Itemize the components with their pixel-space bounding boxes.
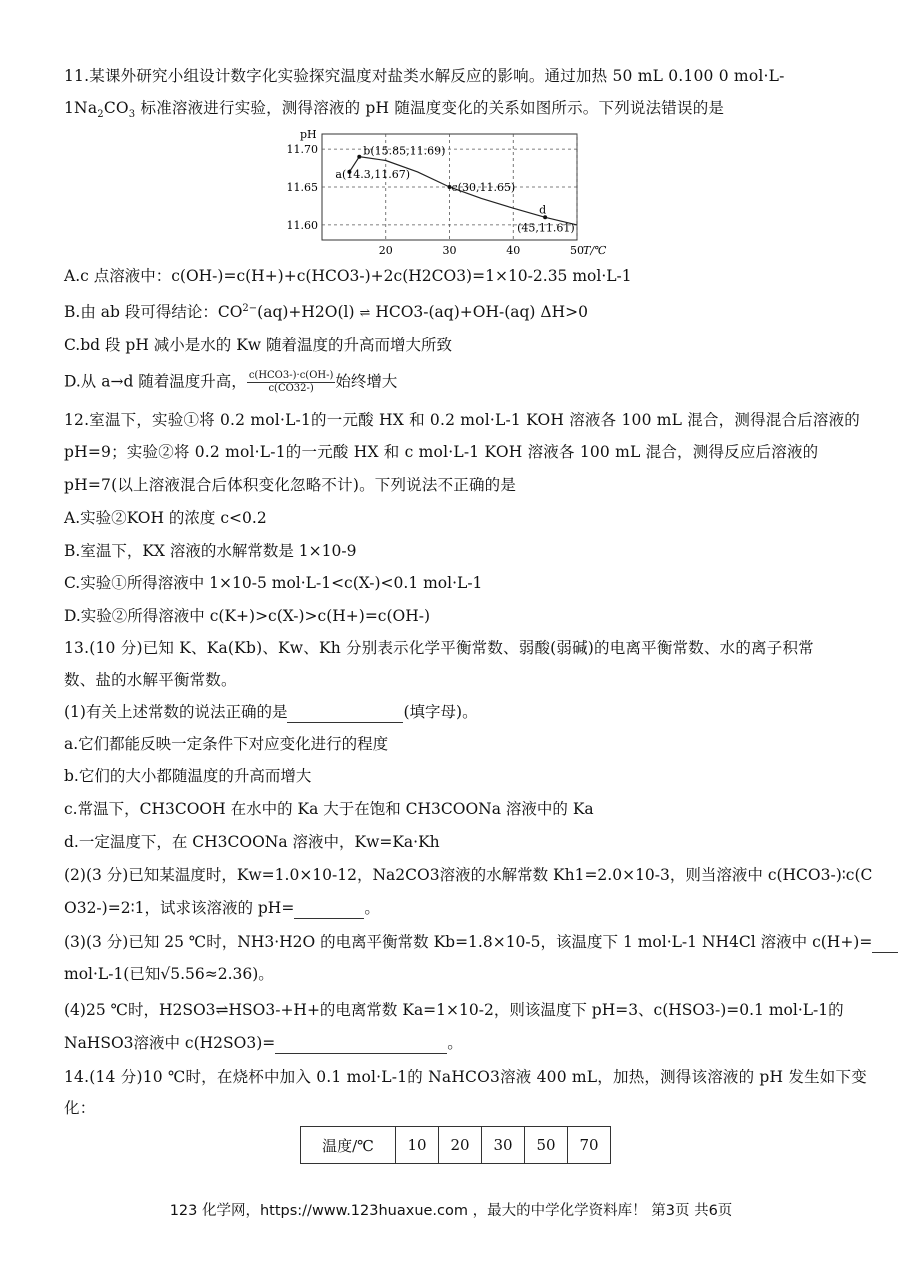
y-tick-label: 11.70 (286, 143, 318, 157)
q13-part1: (1)有关上述常数的说法正确的是 (填字母)。 (64, 703, 478, 721)
q11-option-a[interactable]: A.c 点溶液中：c(OH-)=c(H+)+c(HCO3-)+2c(H2CO3)=1×10-2.35 mol·L-1 (64, 267, 632, 285)
answer-blank-4[interactable] (275, 1033, 447, 1054)
q13-part4-line1: (4)25 ℃时，H2SO3⇌HSO3-+H+的电离常数 Ka=1×10-2，则该温度下 pH=3、c(HSO3-)=0.1 mol·L-1的 (64, 1001, 844, 1019)
temperature-table (300, 1126, 611, 1164)
table-header-cell: 温度/℃ (301, 1127, 396, 1164)
answer-blank-3[interactable] (872, 932, 898, 953)
table-row (301, 1127, 611, 1164)
q13-part4-line2: NaHSO3溶液中 c(H2SO3)= 。 (64, 1034, 463, 1052)
equilibrium-arrow-icon: ⇌ (359, 306, 371, 321)
x-tick-label: 40 (506, 244, 521, 257)
q12-option-b[interactable]: B.室温下，KX 溶液的水解常数是 1×10-9 (64, 542, 357, 560)
table-cell: 30 (482, 1127, 525, 1164)
q13-choice-a[interactable]: a.它们都能反映一定条件下对应变化进行的程度 (64, 735, 389, 753)
q13-part2-line2: O32-)=2∶1，试求该溶液的 pH= 。 (64, 899, 380, 917)
page-footer: 123 化学网，https://www.123huaxue.com ，最大的中学化学资料库！ 第3页 共6页 (169, 1203, 733, 1219)
x-tick-label: 20 (378, 244, 393, 257)
x-tick-label: 50 (570, 244, 584, 257)
q11-stem-line1: 11.某课外研究小组设计数字化实验探究温度对盐类水解反应的影响。通过加热 50 mL 0.100 0 mol·L- (64, 67, 785, 85)
x-tick-label: 30 (442, 244, 457, 257)
q12-option-d[interactable]: D.实验②所得溶液中 c(K+)>c(X-)>c(H+)=c(OH-) (64, 607, 431, 625)
data-point (357, 155, 361, 159)
point-label: a(14.3,11.67) (335, 167, 411, 181)
x-axis-label: T/℃ (583, 244, 607, 257)
ph-temperature-chart (280, 128, 620, 258)
table-cell: 20 (439, 1127, 482, 1164)
point-label: d (539, 203, 547, 217)
q12-option-c[interactable]: C.实验①所得溶液中 1×10-5 mol·L-1<c(X-)<0.1 mol·L-1 (64, 574, 483, 592)
q11-option-c[interactable]: C.bd 段 pH 减小是水的 Kw 随着温度的升高而增大所致 (64, 336, 453, 354)
q12-stem-line1: 12.室温下，实验①将 0.2 mol·L-1的一元酸 HX 和 0.2 mol·L-1 KOH 溶液各 100 mL 混合，测得混合后溶液的 (64, 411, 860, 429)
table-cell: 10 (396, 1127, 439, 1164)
q14-stem-line1: 14.(14 分)10 ℃时，在烧杯中加入 0.1 mol·L-1的 NaHCO3溶液 400 mL，加热，测得该溶液的 pH 发生如下变 (64, 1068, 867, 1086)
table-cell: 50 (525, 1127, 568, 1164)
q14-stem-line2: 化： (64, 1099, 96, 1117)
q11-stem-line2: $1Na_2CO_3$ 标准溶液进行实验，测得溶液的 pH 随温度变化的关系如图所示。下列说法错误的是 (64, 99, 725, 121)
q13-choice-c[interactable]: c.常温下，CH3COOH 在水中的 Ka 大于在饱和 CH3COONa 溶液中的 Ka (64, 800, 594, 818)
q13-part3-line1: (3)(3 分)已知 25 ℃时，NH3·H2O 的电离平衡常数 Kb=1.8×10-5，该温度下 1 mol·L-1 NH4Cl 溶液中 c(H+)= (64, 932, 898, 953)
q11-option-d[interactable]: D.从 a→d 随着温度升高， $\frac{\text{c(HCO3-)·c(OH-)}}{c(CO32-)}$ 始终增大 (64, 370, 398, 394)
y-tick-label: 11.60 (286, 218, 318, 232)
point-label: c(30,11.65) (451, 181, 516, 194)
q13-part3-line2: mol·L-1(已知√5.56≈2.36)。 (64, 965, 274, 983)
answer-blank-1[interactable] (287, 702, 403, 723)
q13-part2-line1: (2)(3 分)已知某温度时，Kw=1.0×10-12，Na2CO3溶液的水解常数 Kh1=2.0×10-3，则当溶液中 c(HCO3-)∶c(C (64, 866, 873, 884)
ratio-fraction: $\frac{\text{c(HCO3-)·c(OH-)}}{c(CO32-)}$ (248, 370, 334, 394)
q11-option-b[interactable]: B.由 ab 段可得结论：$CO^{2-}(aq)+H2O(l)$ ⇌ HCO3-(aq)+OH-(aq) ΔH>0 (64, 302, 588, 321)
q13-choice-d[interactable]: d.一定温度下，在 CH3COONa 溶液中，Kw=Ka·Kh (64, 833, 440, 851)
table-cell: 70 (568, 1127, 611, 1164)
answer-blank-2[interactable] (294, 898, 364, 919)
q12-stem-line3: pH=7(以上溶液混合后体积变化忽略不计)。下列说法不正确的是 (64, 476, 517, 494)
point-annotation: (45,11.61) (517, 221, 575, 235)
q12-stem-line2: pH=9；实验②将 0.2 mol·L-1的一元酸 HX 和 c mol·L-1 KOH 溶液各 100 mL 混合，测得反应后溶液的 (64, 443, 819, 461)
point-label: b(15.85,11.69) (363, 144, 446, 158)
q13-stem-line2: 数、盐的水解平衡常数。 (64, 671, 237, 689)
y-tick-label: 11.65 (286, 181, 318, 194)
y-axis-label: pH (300, 128, 317, 141)
q13-choice-b[interactable]: b.它们的大小都随温度的升高而增大 (64, 767, 312, 785)
q13-stem-line1: 13.(10 分)已知 K、Ka(Kb)、Kw、Kh 分别表示化学平衡常数、弱酸(弱碱)的电离平衡常数、水的离子积常 (64, 639, 814, 657)
q12-option-a[interactable]: A.实验②KOH 的浓度 c<0.2 (64, 509, 267, 527)
